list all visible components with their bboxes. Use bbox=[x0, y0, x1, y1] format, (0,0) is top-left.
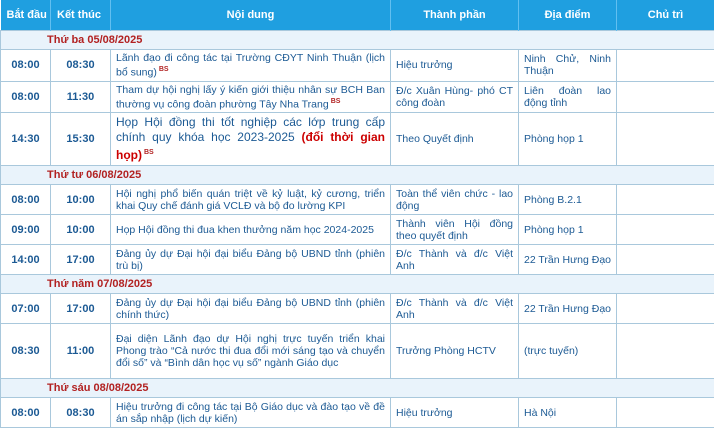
participants-cell: Thành viên Hội đồng theo quyết định bbox=[391, 215, 519, 245]
chair-cell bbox=[617, 398, 714, 428]
end-time: 10:00 bbox=[51, 185, 111, 215]
content-text: Họp Hội đồng thi tốt nghiệp các lớp trung cấp chính quy khóa học 2023-2025 bbox=[116, 115, 385, 144]
location-cell: 22 Trần Hưng Đạo bbox=[519, 294, 617, 324]
header-chair: Chủ trì bbox=[617, 0, 714, 31]
start-time: 07:00 bbox=[1, 294, 51, 324]
content-text: Hội nghị phổ biến quán triệt về kỷ luật, kỷ cương, triển khai Quy chế đánh giá VCLĐ và bộ đo lường KPI bbox=[116, 187, 385, 212]
location-cell: Phòng họp 1 bbox=[519, 113, 617, 166]
end-time: 10:00 bbox=[51, 215, 111, 245]
header-row bbox=[1, 0, 714, 31]
chair-cell bbox=[617, 81, 714, 113]
location-cell: Ninh Chử, Ninh Thuận bbox=[519, 50, 617, 82]
content-text: Hiệu trưởng đi công tác tại Bộ Giáo dục và đào tạo về đề án sắp nhập (lịch dự kiến) bbox=[116, 400, 385, 425]
chair-cell bbox=[617, 50, 714, 82]
participants-cell: Đ/c Thành và đ/c Việt Anh bbox=[391, 294, 519, 324]
table-row[interactable] bbox=[1, 81, 714, 113]
table-row[interactable] bbox=[1, 324, 714, 379]
content-cell bbox=[111, 324, 391, 379]
chair-cell bbox=[617, 245, 714, 275]
content-cell bbox=[111, 185, 391, 215]
content-cell bbox=[111, 50, 391, 82]
participants-cell: Theo Quyết định bbox=[391, 113, 519, 166]
content-cell bbox=[111, 245, 391, 275]
day-label: Thứ ba 05/08/2025 bbox=[1, 31, 714, 50]
start-time: 14:00 bbox=[1, 245, 51, 275]
table-row[interactable] bbox=[1, 294, 714, 324]
supplement-badge: BS bbox=[330, 97, 341, 105]
end-time: 17:00 bbox=[51, 245, 111, 275]
content-text: Họp Hội đồng thi đua khen thưởng năm học 2024-2025 bbox=[116, 223, 374, 236]
end-time: 11:30 bbox=[51, 81, 111, 113]
content-cell bbox=[111, 113, 391, 166]
start-time: 09:00 bbox=[1, 215, 51, 245]
content-text: Đại diện Lãnh đạo dự Hội nghị trực tuyến triển khai Phong trào “Cả nước thi đua đổi mới sáng tạo và chuyển đổi số” và “Bình dân học vụ số” ngành Giáo dục bbox=[116, 333, 385, 369]
chair-cell bbox=[617, 215, 714, 245]
content-cell bbox=[111, 294, 391, 324]
participants-cell: Trưởng Phòng HCTV bbox=[391, 324, 519, 379]
chair-cell bbox=[617, 113, 714, 166]
chair-cell bbox=[617, 185, 714, 215]
table-row[interactable] bbox=[1, 245, 714, 275]
location-cell: Phòng họp 1 bbox=[519, 215, 617, 245]
location-cell: Hà Nội bbox=[519, 398, 617, 428]
start-time: 08:00 bbox=[1, 50, 51, 82]
day-label: Thứ tư 06/08/2025 bbox=[1, 166, 714, 185]
table-row[interactable] bbox=[1, 215, 714, 245]
participants-cell: Toàn thể viên chức - lao động bbox=[391, 185, 519, 215]
end-time: 11:00 bbox=[51, 324, 111, 379]
start-time: 08:30 bbox=[1, 324, 51, 379]
day-label: Thứ sáu 08/08/2025 bbox=[1, 379, 714, 398]
content-cell bbox=[111, 215, 391, 245]
header-end: Kết thúc bbox=[51, 0, 111, 31]
chair-cell bbox=[617, 324, 714, 379]
content-text: Lãnh đạo đi công tác tại Trường CĐYT Ninh Thuận (lịch bổ sung) bbox=[116, 52, 385, 79]
start-time: 08:00 bbox=[1, 185, 51, 215]
table-row[interactable] bbox=[1, 113, 714, 166]
location-cell: Phòng B.2.1 bbox=[519, 185, 617, 215]
header-start: Bắt đầu bbox=[1, 0, 51, 31]
content-text: Đảng ủy dự Đại hội đại biểu Đảng bộ UBND tỉnh (phiên trù bị) bbox=[116, 247, 385, 272]
end-time: 08:30 bbox=[51, 398, 111, 428]
header-participants: Thành phần bbox=[391, 0, 519, 31]
participants-cell: Hiệu trưởng bbox=[391, 398, 519, 428]
day-row bbox=[1, 31, 714, 50]
end-time: 17:00 bbox=[51, 294, 111, 324]
day-row bbox=[1, 166, 714, 185]
content-text: Tham dự hội nghị lấy ý kiến giới thiệu nhân sự BCH Ban thường vụ công đoàn phường Tây Nha Trang bbox=[116, 83, 385, 110]
supplement-badge: BS bbox=[144, 149, 154, 156]
participants-cell: Hiệu trưởng bbox=[391, 50, 519, 82]
header-content: Nội dung bbox=[111, 0, 391, 31]
start-time: 14:30 bbox=[1, 113, 51, 166]
chair-cell bbox=[617, 294, 714, 324]
content-cell bbox=[111, 398, 391, 428]
end-time: 08:30 bbox=[51, 50, 111, 82]
schedule-note: (đổi thời gian họp) bbox=[116, 130, 385, 162]
participants-cell: Đ/c Thành và đ/c Việt Anh bbox=[391, 245, 519, 275]
table-row[interactable] bbox=[1, 185, 714, 215]
location-cell: Liên đoàn lao động tỉnh bbox=[519, 81, 617, 113]
start-time: 08:00 bbox=[1, 81, 51, 113]
participants-cell: Đ/c Xuân Hùng- phó CT công đoàn bbox=[391, 81, 519, 113]
content-cell bbox=[111, 81, 391, 113]
schedule-body bbox=[1, 31, 714, 428]
location-cell: (trực tuyến) bbox=[519, 324, 617, 379]
start-time: 08:00 bbox=[1, 398, 51, 428]
day-label: Thứ năm 07/08/2025 bbox=[1, 275, 714, 294]
table-row[interactable] bbox=[1, 398, 714, 428]
header-location: Địa điểm bbox=[519, 0, 617, 31]
content-text: Đảng ủy dự Đại hội đại biểu Đảng bộ UBND tỉnh (phiên chính thức) bbox=[116, 296, 385, 321]
day-row bbox=[1, 379, 714, 398]
end-time: 15:30 bbox=[51, 113, 111, 166]
day-row bbox=[1, 275, 714, 294]
supplement-badge: BS bbox=[158, 66, 169, 73]
table-row[interactable] bbox=[1, 50, 714, 82]
location-cell: 22 Trần Hưng Đạo bbox=[519, 245, 617, 275]
